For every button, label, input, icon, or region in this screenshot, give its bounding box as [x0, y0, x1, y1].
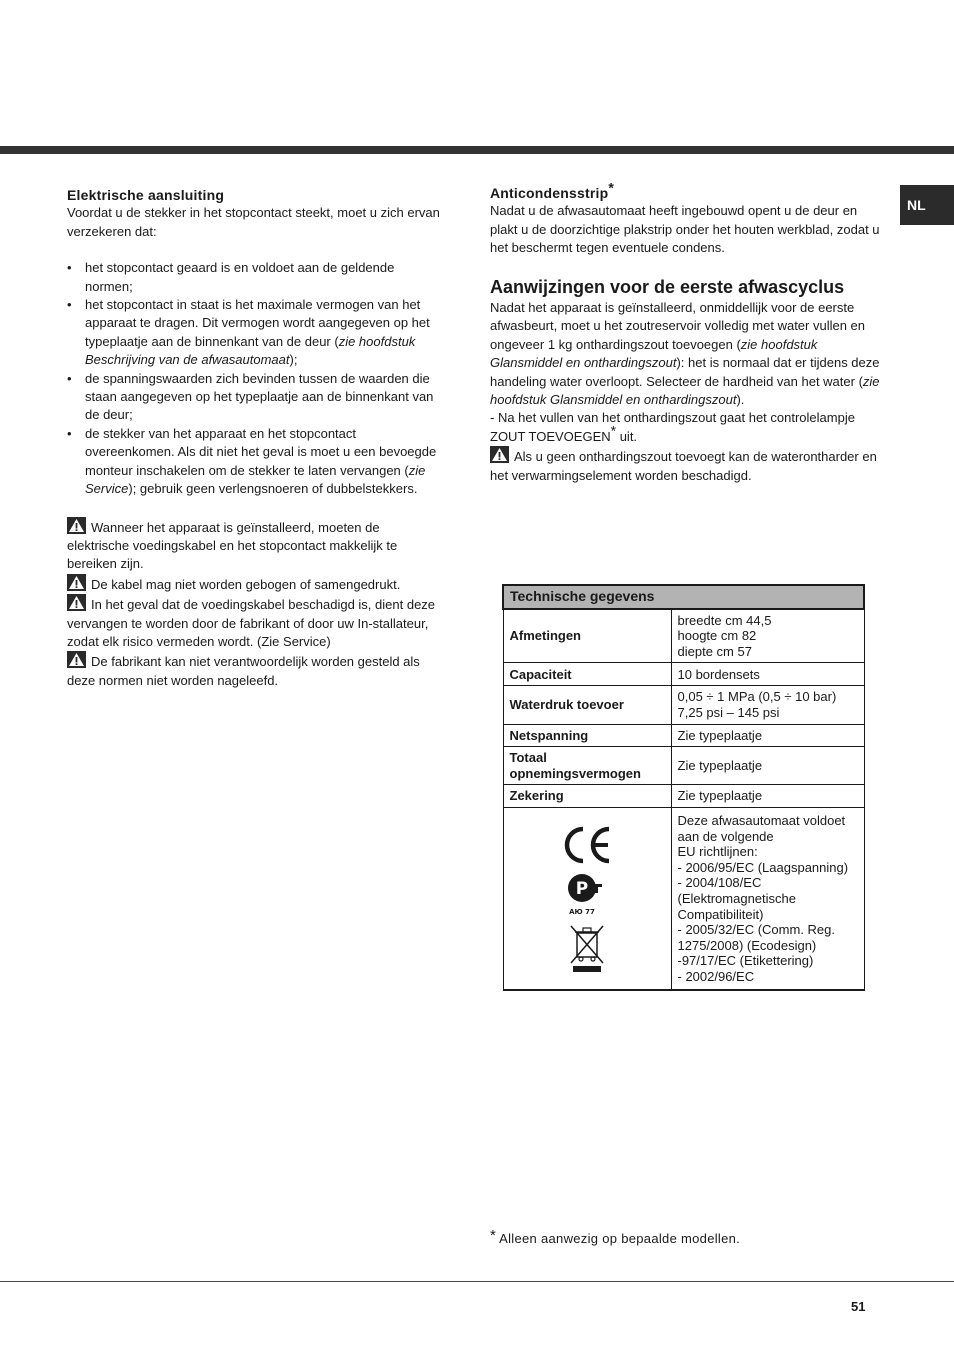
table-value: 10 bordensets: [671, 663, 864, 686]
electrical-heading: Elektrische aansluiting: [67, 187, 225, 203]
list-item: • de spanningswaarden zich bevinden tussen de waarden die staan aangegeven op het typeplaatje aan de binnenkant van de deur;: [67, 370, 442, 425]
warning-triangle-icon: [67, 517, 86, 534]
table-value: Zie typeplaatje: [671, 785, 864, 808]
table-row: [503, 686, 864, 724]
warning-note: In het geval dat de voedingskabel beschadigd is, dient deze vervangen te worden door de fabrikant of door uw In-stallateur, zodat elk risico vermeden wordt. (Zie Service): [67, 594, 442, 651]
table-key: Totaal opnemingsvermogen: [503, 747, 671, 785]
table-title: Technische gegevens: [503, 585, 864, 609]
table-row: [503, 785, 864, 808]
table-value: 0,05 ÷ 1 MPa (0,5 ÷ 10 bar) 7,25 psi – 145 psi: [671, 686, 864, 724]
table-key: Waterdruk toevoer: [503, 686, 671, 724]
weee-bin-icon: [569, 923, 605, 973]
table-row: [503, 609, 864, 663]
table-row: [503, 724, 864, 747]
eu-directives: Deze afwasautomaat voldoet aan de volgende EU richtlijnen: - 2006/95/EC (Laagspanning) - 2004/108/EC (Elektromagnetische Compatibiliteit) - 2005/32/EC (Comm. Reg. 1275/2008) (Ecodesign) -97/17/EC (Etikettering) - 2002/96/EC: [671, 807, 864, 990]
ce-mark-icon: [561, 825, 613, 865]
footer-divider: [0, 1281, 954, 1282]
technical-data-table: [502, 584, 865, 991]
certification-logos: [503, 807, 671, 990]
table-key: Capaciteit: [503, 663, 671, 686]
table-key: Zekering: [503, 785, 671, 808]
list-item: • het stopcontact in staat is het maximale vermogen van het apparaat te dragen. Dit vermogen wordt aangegeven op het typeplaatje aan de binnenkant van de deur (zie hoofdstuk Beschrijving van de afwasautomaat);: [67, 296, 442, 370]
table-value: Zie typeplaatje: [671, 724, 864, 747]
salt-indicator-text: - Na het vullen van het onthardingszout gaat het controlelampje ZOUT TOEVOEGEN* uit.: [490, 410, 855, 444]
first-cycle-text: Nadat het apparaat is geïnstalleerd, onmiddellijk voor de eerste afwasbeurt, moet u het zoutreservoir volledig met water vullen en ongeveer 1 kg onthardingszout toevoegen (zie hoofdstuk Glansmiddel en onthardingszout): het is normaal dat er tijdens deze handeling water overloopt. Selecteer de hardheid van het water (zie hoofdstuk Glansmiddel en onthardingszout).: [490, 300, 880, 408]
warning-note: De kabel mag niet worden gebogen of samengedrukt.: [67, 574, 442, 594]
electrical-connection-section: [67, 186, 442, 690]
warning-triangle-icon: [490, 446, 509, 463]
header-bar: [0, 146, 954, 154]
gost-r-mark-icon: [564, 871, 610, 917]
anticondens-heading: Anticondensstrip*: [490, 179, 614, 201]
warning-triangle-icon: [67, 651, 86, 668]
electrical-intro: Voordat u de stekker in het stopcontact steekt, moet u zich ervan verzekeren dat:: [67, 205, 440, 239]
anticondens-text: Nadat u de afwasautomaat heeft ingebouwd opent u de deur en plakt u de doorzichtige plakstrip onder het houten werkblad, zodat u het beschermt tegen eventuele condens.: [490, 203, 880, 256]
gost-code: AЮ 77: [569, 907, 595, 916]
warning-note: Als u geen onthardingszout toevoegt kan de waterontharder en het verwarmingselement worden beschadigd.: [490, 446, 880, 485]
footnote: * Alleen aanwezig op bepaalde modellen.: [490, 1227, 741, 1246]
list-item: • het stopcontact geaard is en voldoet aan de geldende normen;: [67, 259, 442, 296]
table-key: Netspanning: [503, 724, 671, 747]
page-number: 51: [851, 1299, 866, 1314]
electrical-checklist: [67, 259, 442, 498]
table-value: Zie typeplaatje: [671, 747, 864, 785]
warning-triangle-icon: [67, 594, 86, 611]
warning-note: Wanneer het apparaat is geïnstalleerd, moeten de elektrische voedingskabel en het stopcontact makkelijk te bereiken zijn.: [67, 517, 442, 574]
table-row: [503, 747, 864, 785]
svg-text:Р: Р: [575, 878, 589, 899]
installation-section: [490, 179, 880, 485]
language-tab: NL: [900, 185, 954, 225]
first-cycle-heading: Aanwijzingen voor de eerste afwascyclus: [490, 276, 845, 297]
table-value: breedte cm 44,5 hoogte cm 82 diepte cm 57: [671, 609, 864, 663]
table-key: Afmetingen: [503, 609, 671, 663]
warning-triangle-icon: [67, 574, 86, 591]
table-row: [503, 807, 864, 990]
warning-note: De fabrikant kan niet verantwoordelijk worden gesteld als deze normen niet worden nageleefd.: [67, 651, 442, 690]
table-row: [503, 663, 864, 686]
list-item: • de stekker van het apparaat en het stopcontact overeenkomen. Als dit niet het geval is moet u een bevoegde monteur inschakelen om de stekker te laten vervangen (zie Service); gebruik geen verlengsnoeren of dubbelstekkers.: [67, 425, 442, 499]
